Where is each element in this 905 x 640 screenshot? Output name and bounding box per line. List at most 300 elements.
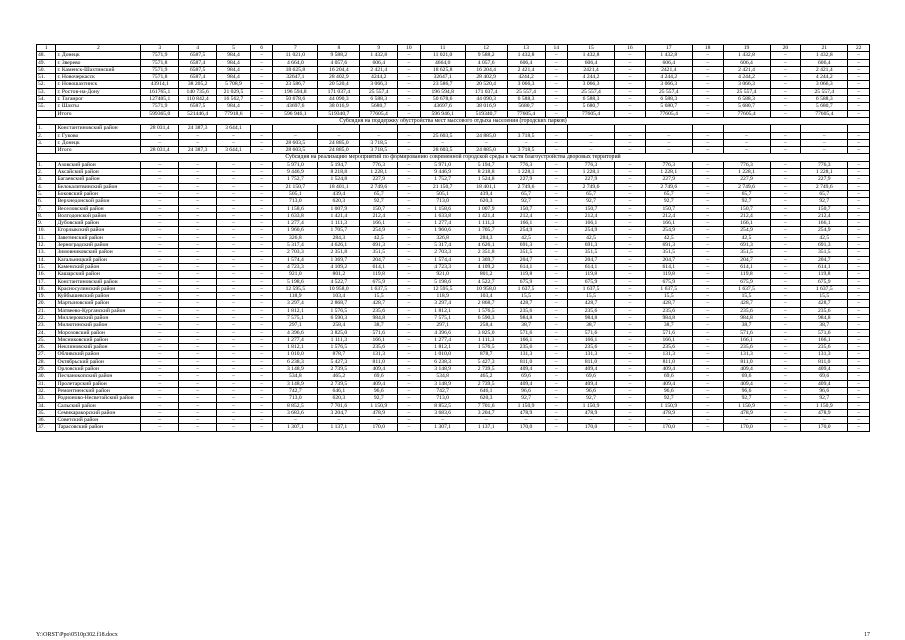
row-number-cell: 9.	[37, 220, 56, 227]
value-cell: 3 718,5	[360, 147, 398, 154]
value-cell: –	[141, 358, 179, 365]
value-cell: 16 204,4	[465, 66, 507, 73]
value-cell: 3 066,3	[507, 81, 545, 88]
value-cell: –	[692, 176, 723, 183]
value-cell: 11 021,0	[273, 52, 318, 59]
value-cell: 38,7	[801, 322, 848, 329]
value-cell: 170,0	[723, 424, 770, 431]
value-cell: 811,0	[645, 358, 692, 365]
value-cell: –	[217, 387, 251, 394]
value-cell: 166,1	[801, 220, 848, 227]
value-cell: 38,7	[645, 322, 692, 329]
value-cell: –	[141, 132, 179, 139]
name-cell: Советский район	[56, 417, 141, 424]
value-cell: –	[141, 190, 179, 197]
value-cell: 15,5	[645, 293, 692, 300]
value-cell: –	[615, 373, 646, 380]
value-cell: –	[848, 139, 870, 146]
value-cell: –	[398, 110, 421, 117]
value-cell: 505,1	[420, 190, 465, 197]
value-cell: 9	[360, 45, 398, 52]
value-cell: –	[141, 307, 179, 314]
value-cell: 1 228,1	[801, 169, 848, 176]
value-cell: –	[141, 176, 179, 183]
value-cell: –	[250, 52, 273, 59]
value-cell: –	[179, 285, 217, 292]
value-cell: –	[398, 190, 421, 197]
value-cell: 131,3	[360, 351, 398, 358]
table-row	[37, 234, 870, 241]
value-cell: –	[398, 242, 421, 249]
value-cell: 18 401,1	[465, 183, 507, 190]
value-cell: 2 739,5	[318, 380, 360, 387]
value-cell: 42,5	[723, 234, 770, 241]
value-cell: 9 446,9	[273, 169, 318, 176]
value-cell: 119,8	[360, 271, 398, 278]
row-number-cell: 3.	[37, 139, 56, 146]
value-cell: –	[770, 285, 801, 292]
value-cell: –	[398, 96, 421, 103]
value-cell: 92,7	[801, 395, 848, 402]
value-cell: 5 317,4	[273, 242, 318, 249]
value-cell: –	[141, 212, 179, 219]
value-cell: 17	[645, 45, 692, 52]
value-cell: –	[250, 256, 273, 263]
value-cell: 44 090,3	[318, 96, 360, 103]
value-cell: 166,1	[801, 336, 848, 343]
value-cell: –	[179, 256, 217, 263]
value-cell: –	[692, 110, 723, 117]
table-row	[37, 271, 870, 278]
value-cell: –	[545, 249, 568, 256]
value-cell: –	[848, 183, 870, 190]
value-cell: 1 369,7	[465, 256, 507, 263]
value-cell: –	[848, 176, 870, 183]
value-cell: 38,7	[568, 322, 615, 329]
value-cell: –	[848, 132, 870, 139]
row-number-cell: 29.	[37, 366, 56, 373]
value-cell: –	[141, 205, 179, 212]
value-cell: 4 723,3	[420, 263, 465, 270]
value-cell: –	[141, 387, 179, 394]
value-cell: 3 825,0	[465, 329, 507, 336]
value-cell: 2 749,6	[723, 183, 770, 190]
value-cell: 16 204,4	[318, 66, 360, 73]
value-cell: 4 723,3	[273, 263, 318, 270]
value-cell: 235,6	[723, 344, 770, 351]
value-cell: 1 277,4	[273, 220, 318, 227]
value-cell: –	[848, 227, 870, 234]
value-cell: –	[545, 351, 568, 358]
value-cell: 614,1	[723, 263, 770, 270]
value-cell: 1 637,5	[645, 285, 692, 292]
value-cell: –	[398, 285, 421, 292]
value-cell: 921,0	[273, 271, 318, 278]
value-cell: –	[615, 358, 646, 365]
name-cell: г. Гуково	[56, 132, 141, 139]
value-cell: 2 739,5	[465, 380, 507, 387]
value-cell: –	[545, 161, 568, 168]
value-cell: –	[615, 387, 646, 394]
value-cell: 38,7	[360, 322, 398, 329]
value-cell: –	[141, 409, 179, 416]
value-cell: –	[398, 139, 421, 146]
table-row	[37, 88, 870, 95]
value-cell: –	[770, 169, 801, 176]
value-cell: 96,6	[645, 387, 692, 394]
value-cell: 96,6	[801, 387, 848, 394]
name-cell: Аксайский район	[56, 169, 141, 176]
value-cell: –	[545, 314, 568, 321]
value-cell: 984,8	[568, 314, 615, 321]
value-cell: –	[615, 271, 646, 278]
row-number-cell: 55.	[37, 103, 56, 110]
value-cell: –	[692, 88, 723, 95]
value-cell: 2 739,5	[318, 366, 360, 373]
row-number-cell: 28.	[37, 358, 56, 365]
value-cell: –	[250, 227, 273, 234]
value-cell: –	[692, 409, 723, 416]
name-cell: Заветинский район	[56, 234, 141, 241]
value-cell: –	[250, 190, 273, 197]
value-cell: 8 218,8	[465, 169, 507, 176]
value-cell: 2 749,6	[801, 183, 848, 190]
value-cell: –	[692, 169, 723, 176]
value-cell: –	[615, 110, 646, 117]
value-cell: 1 812,1	[273, 307, 318, 314]
name-cell: Егорлыкский район	[56, 227, 141, 234]
value-cell: 131,3	[723, 351, 770, 358]
value-cell: 38,7	[723, 322, 770, 329]
value-cell: –	[250, 329, 273, 336]
value-cell: 3 148,9	[273, 380, 318, 387]
value-cell: –	[848, 424, 870, 431]
value-cell: 7571,9	[141, 52, 179, 59]
value-cell: 166,1	[360, 336, 398, 343]
table-row	[37, 293, 870, 300]
value-cell: 409,4	[568, 366, 615, 373]
value-cell: 5 971,0	[420, 161, 465, 168]
value-cell: –	[545, 307, 568, 314]
row-number-cell: 50.	[37, 66, 56, 73]
value-cell: –	[398, 329, 421, 336]
value-cell: –	[770, 402, 801, 409]
value-cell: –	[250, 314, 273, 321]
value-cell: –	[848, 314, 870, 321]
value-cell: 1 637,5	[568, 285, 615, 292]
value-cell: 7	[273, 45, 318, 52]
value-cell: 212,4	[801, 212, 848, 219]
value-cell: 254,9	[801, 227, 848, 234]
value-cell: –	[615, 344, 646, 351]
value-cell: 4244,2	[360, 74, 398, 81]
value-cell: –	[545, 220, 568, 227]
name-cell: Песчанокопский район	[56, 373, 141, 380]
value-cell: 23 586,7	[420, 81, 465, 88]
value-cell: 297,1	[273, 322, 318, 329]
value-cell: 691,3	[645, 242, 692, 249]
value-cell: –	[692, 205, 723, 212]
value-cell: –	[217, 395, 251, 402]
value-cell: –	[398, 74, 421, 81]
value-cell: –	[179, 395, 217, 402]
value-cell: 7 701,6	[465, 402, 507, 409]
value-cell: 1 524,8	[318, 176, 360, 183]
value-cell: –	[141, 139, 179, 146]
value-cell: –	[398, 198, 421, 205]
value-cell: 6587,4	[179, 59, 217, 66]
value-cell: –	[179, 402, 217, 409]
value-cell: 1 960,6	[273, 227, 318, 234]
value-cell: –	[217, 285, 251, 292]
value-cell: –	[250, 176, 273, 183]
value-cell: 6 588,3	[723, 96, 770, 103]
value-cell: 92,7	[723, 198, 770, 205]
value-cell: 15,5	[568, 293, 615, 300]
value-cell: –	[692, 424, 723, 431]
value-cell: –	[692, 212, 723, 219]
value-cell: 811,0	[723, 358, 770, 365]
table-row	[37, 81, 870, 88]
section-title-row	[37, 117, 870, 124]
row-number-cell: 36.	[37, 417, 56, 424]
value-cell: 235,6	[568, 307, 615, 314]
value-cell: –	[848, 220, 870, 227]
value-cell: –	[250, 285, 273, 292]
value-cell: 3 297,4	[420, 300, 465, 307]
value-cell: –	[250, 220, 273, 227]
value-cell: 1 228,1	[360, 169, 398, 176]
value-cell: –	[398, 176, 421, 183]
name-cell: Обливский район	[56, 351, 141, 358]
value-cell: 254,9	[645, 227, 692, 234]
value-cell: 131,3	[801, 351, 848, 358]
value-cell: 675,9	[723, 278, 770, 285]
value-cell: –	[645, 417, 692, 424]
value-cell: 212,4	[360, 212, 398, 219]
value-cell: –	[848, 373, 870, 380]
value-cell: 5 427,3	[465, 358, 507, 365]
value-cell: 65,7	[645, 190, 692, 197]
table-row	[37, 380, 870, 387]
value-cell: –	[692, 81, 723, 88]
value-cell: –	[692, 263, 723, 270]
value-cell: 675,9	[645, 278, 692, 285]
value-cell	[507, 125, 545, 132]
value-cell: –	[692, 74, 723, 81]
value-cell: –	[692, 300, 723, 307]
value-cell: –	[217, 271, 251, 278]
value-cell: –	[692, 66, 723, 73]
value-cell: –	[615, 402, 646, 409]
value-cell: 811,0	[568, 358, 615, 365]
value-cell: 92,7	[507, 198, 545, 205]
value-cell: 44 090,3	[465, 96, 507, 103]
value-cell: 620,3	[465, 198, 507, 205]
value-cell: –	[615, 263, 646, 270]
table-row	[37, 366, 870, 373]
value-cell: 1 421,4	[465, 212, 507, 219]
value-cell: –	[770, 96, 801, 103]
value-cell: –	[179, 424, 217, 431]
value-cell: –	[141, 300, 179, 307]
value-cell: –	[545, 132, 568, 139]
row-number-cell: 15.	[37, 263, 56, 270]
value-cell: –	[848, 234, 870, 241]
value-cell: –	[545, 329, 568, 336]
value-cell: –	[217, 278, 251, 285]
value-cell: 1 307,1	[420, 424, 465, 431]
value-cell: 620,3	[318, 198, 360, 205]
value-cell: 12	[465, 45, 507, 52]
value-cell: 6	[250, 45, 273, 52]
value-cell: –	[848, 161, 870, 168]
value-cell: 4 244,2	[723, 74, 770, 81]
value-cell: 465,2	[318, 373, 360, 380]
value-cell: –	[141, 336, 179, 343]
value-cell: –	[179, 271, 217, 278]
value-cell: 77918,6	[217, 110, 251, 117]
value-cell: 3 066,3	[645, 81, 692, 88]
value-cell: –	[545, 59, 568, 66]
value-cell: –	[250, 198, 273, 205]
value-cell: 140 735,6	[179, 88, 217, 95]
name-cell: Боковский район	[56, 190, 141, 197]
value-cell: –	[615, 96, 646, 103]
value-cell: –	[179, 190, 217, 197]
value-cell: –	[141, 329, 179, 336]
value-cell: –	[398, 336, 421, 343]
value-cell: 258,4	[465, 322, 507, 329]
value-cell: –	[217, 424, 251, 431]
value-cell: –	[615, 417, 646, 424]
value-cell: –	[770, 88, 801, 95]
value-cell: –	[848, 278, 870, 285]
value-cell: 204,7	[568, 256, 615, 263]
value-cell: –	[179, 249, 217, 256]
value-cell: –	[250, 110, 273, 117]
value-cell: 42,5	[568, 234, 615, 241]
value-cell: –	[848, 110, 870, 117]
table-row	[37, 52, 870, 59]
value-cell: –	[179, 409, 217, 416]
value-cell: –	[692, 387, 723, 394]
value-cell: –	[770, 293, 801, 300]
value-cell: 69,6	[360, 373, 398, 380]
value-cell: 25 557,4	[645, 88, 692, 95]
value-cell: 2 421,4	[801, 66, 848, 73]
value-cell: –	[770, 424, 801, 431]
value-cell: 596 946,1	[420, 110, 465, 117]
value-cell: –	[398, 88, 421, 95]
value-cell: 614,1	[801, 263, 848, 270]
value-cell: 227,9	[568, 176, 615, 183]
value-cell: –	[848, 271, 870, 278]
value-cell: –	[848, 395, 870, 402]
value-cell: –	[770, 322, 801, 329]
value-cell: 96,6	[568, 387, 615, 394]
value-cell: –	[141, 285, 179, 292]
value-cell: 1 369,7	[318, 256, 360, 263]
value-cell: 284,3	[465, 234, 507, 241]
value-cell: 409,4	[507, 366, 545, 373]
value-cell: 2 351,8	[465, 249, 507, 256]
value-cell: 1 228,1	[645, 169, 692, 176]
value-cell: –	[848, 256, 870, 263]
value-cell: –	[398, 373, 421, 380]
value-cell: –	[217, 132, 251, 139]
value-cell: 3 148,9	[420, 380, 465, 387]
value-cell: –	[545, 387, 568, 394]
value-cell: 170,0	[645, 424, 692, 431]
row-number-cell: 1	[37, 45, 56, 52]
value-cell: 1 432,8	[723, 52, 770, 59]
value-cell: 131,3	[568, 351, 615, 358]
value-cell: –	[692, 329, 723, 336]
name-cell: Родионово-Несветайский район	[56, 395, 141, 402]
value-cell: –	[770, 417, 801, 424]
value-cell: –	[141, 366, 179, 373]
value-cell: 2 421,4	[507, 66, 545, 73]
value-cell: –	[250, 66, 273, 73]
value-cell: –	[179, 314, 217, 321]
value-cell: 204,7	[360, 256, 398, 263]
value-cell: 571,6	[723, 329, 770, 336]
value-cell: 5 317,4	[420, 242, 465, 249]
value-cell: –	[250, 132, 273, 139]
value-cell: –	[398, 366, 421, 373]
value-cell: –	[398, 322, 421, 329]
value-cell: –	[398, 300, 421, 307]
value-cell: 170,0	[801, 424, 848, 431]
subsidy-table	[36, 44, 870, 432]
value-cell: –	[250, 402, 273, 409]
value-cell: –	[692, 278, 723, 285]
value-cell: –	[615, 300, 646, 307]
value-cell: –	[545, 344, 568, 351]
value-cell: –	[398, 402, 421, 409]
value-cell: –	[723, 147, 770, 154]
value-cell: –	[217, 242, 251, 249]
value-cell: 96,6	[507, 387, 545, 394]
value-cell: –	[848, 358, 870, 365]
table-row	[37, 402, 870, 409]
value-cell: 9 446,9	[420, 169, 465, 176]
value-cell: 351,5	[507, 249, 545, 256]
value-cell: 3 066,3	[360, 81, 398, 88]
value-cell: 15	[568, 45, 615, 52]
value-cell: 69,6	[645, 373, 692, 380]
value-cell: 24 885,0	[465, 132, 507, 139]
value-cell: 171 037,4	[465, 88, 507, 95]
value-cell: –	[615, 190, 646, 197]
value-cell: –	[692, 293, 723, 300]
name-cell: Миллеровский район	[56, 314, 141, 321]
value-cell: –	[545, 263, 568, 270]
value-cell: –	[770, 373, 801, 380]
value-cell: –	[848, 293, 870, 300]
value-cell: 119,8	[568, 271, 615, 278]
value-cell	[545, 125, 568, 132]
value-cell: 2 868,7	[465, 300, 507, 307]
row-number-cell: 14.	[37, 256, 56, 263]
value-cell: –	[692, 147, 723, 154]
value-cell: 235,6	[723, 307, 770, 314]
value-cell: –	[217, 380, 251, 387]
value-cell: 43697,6	[420, 103, 465, 110]
table-row	[37, 227, 870, 234]
value-cell: 4 244,2	[645, 74, 692, 81]
